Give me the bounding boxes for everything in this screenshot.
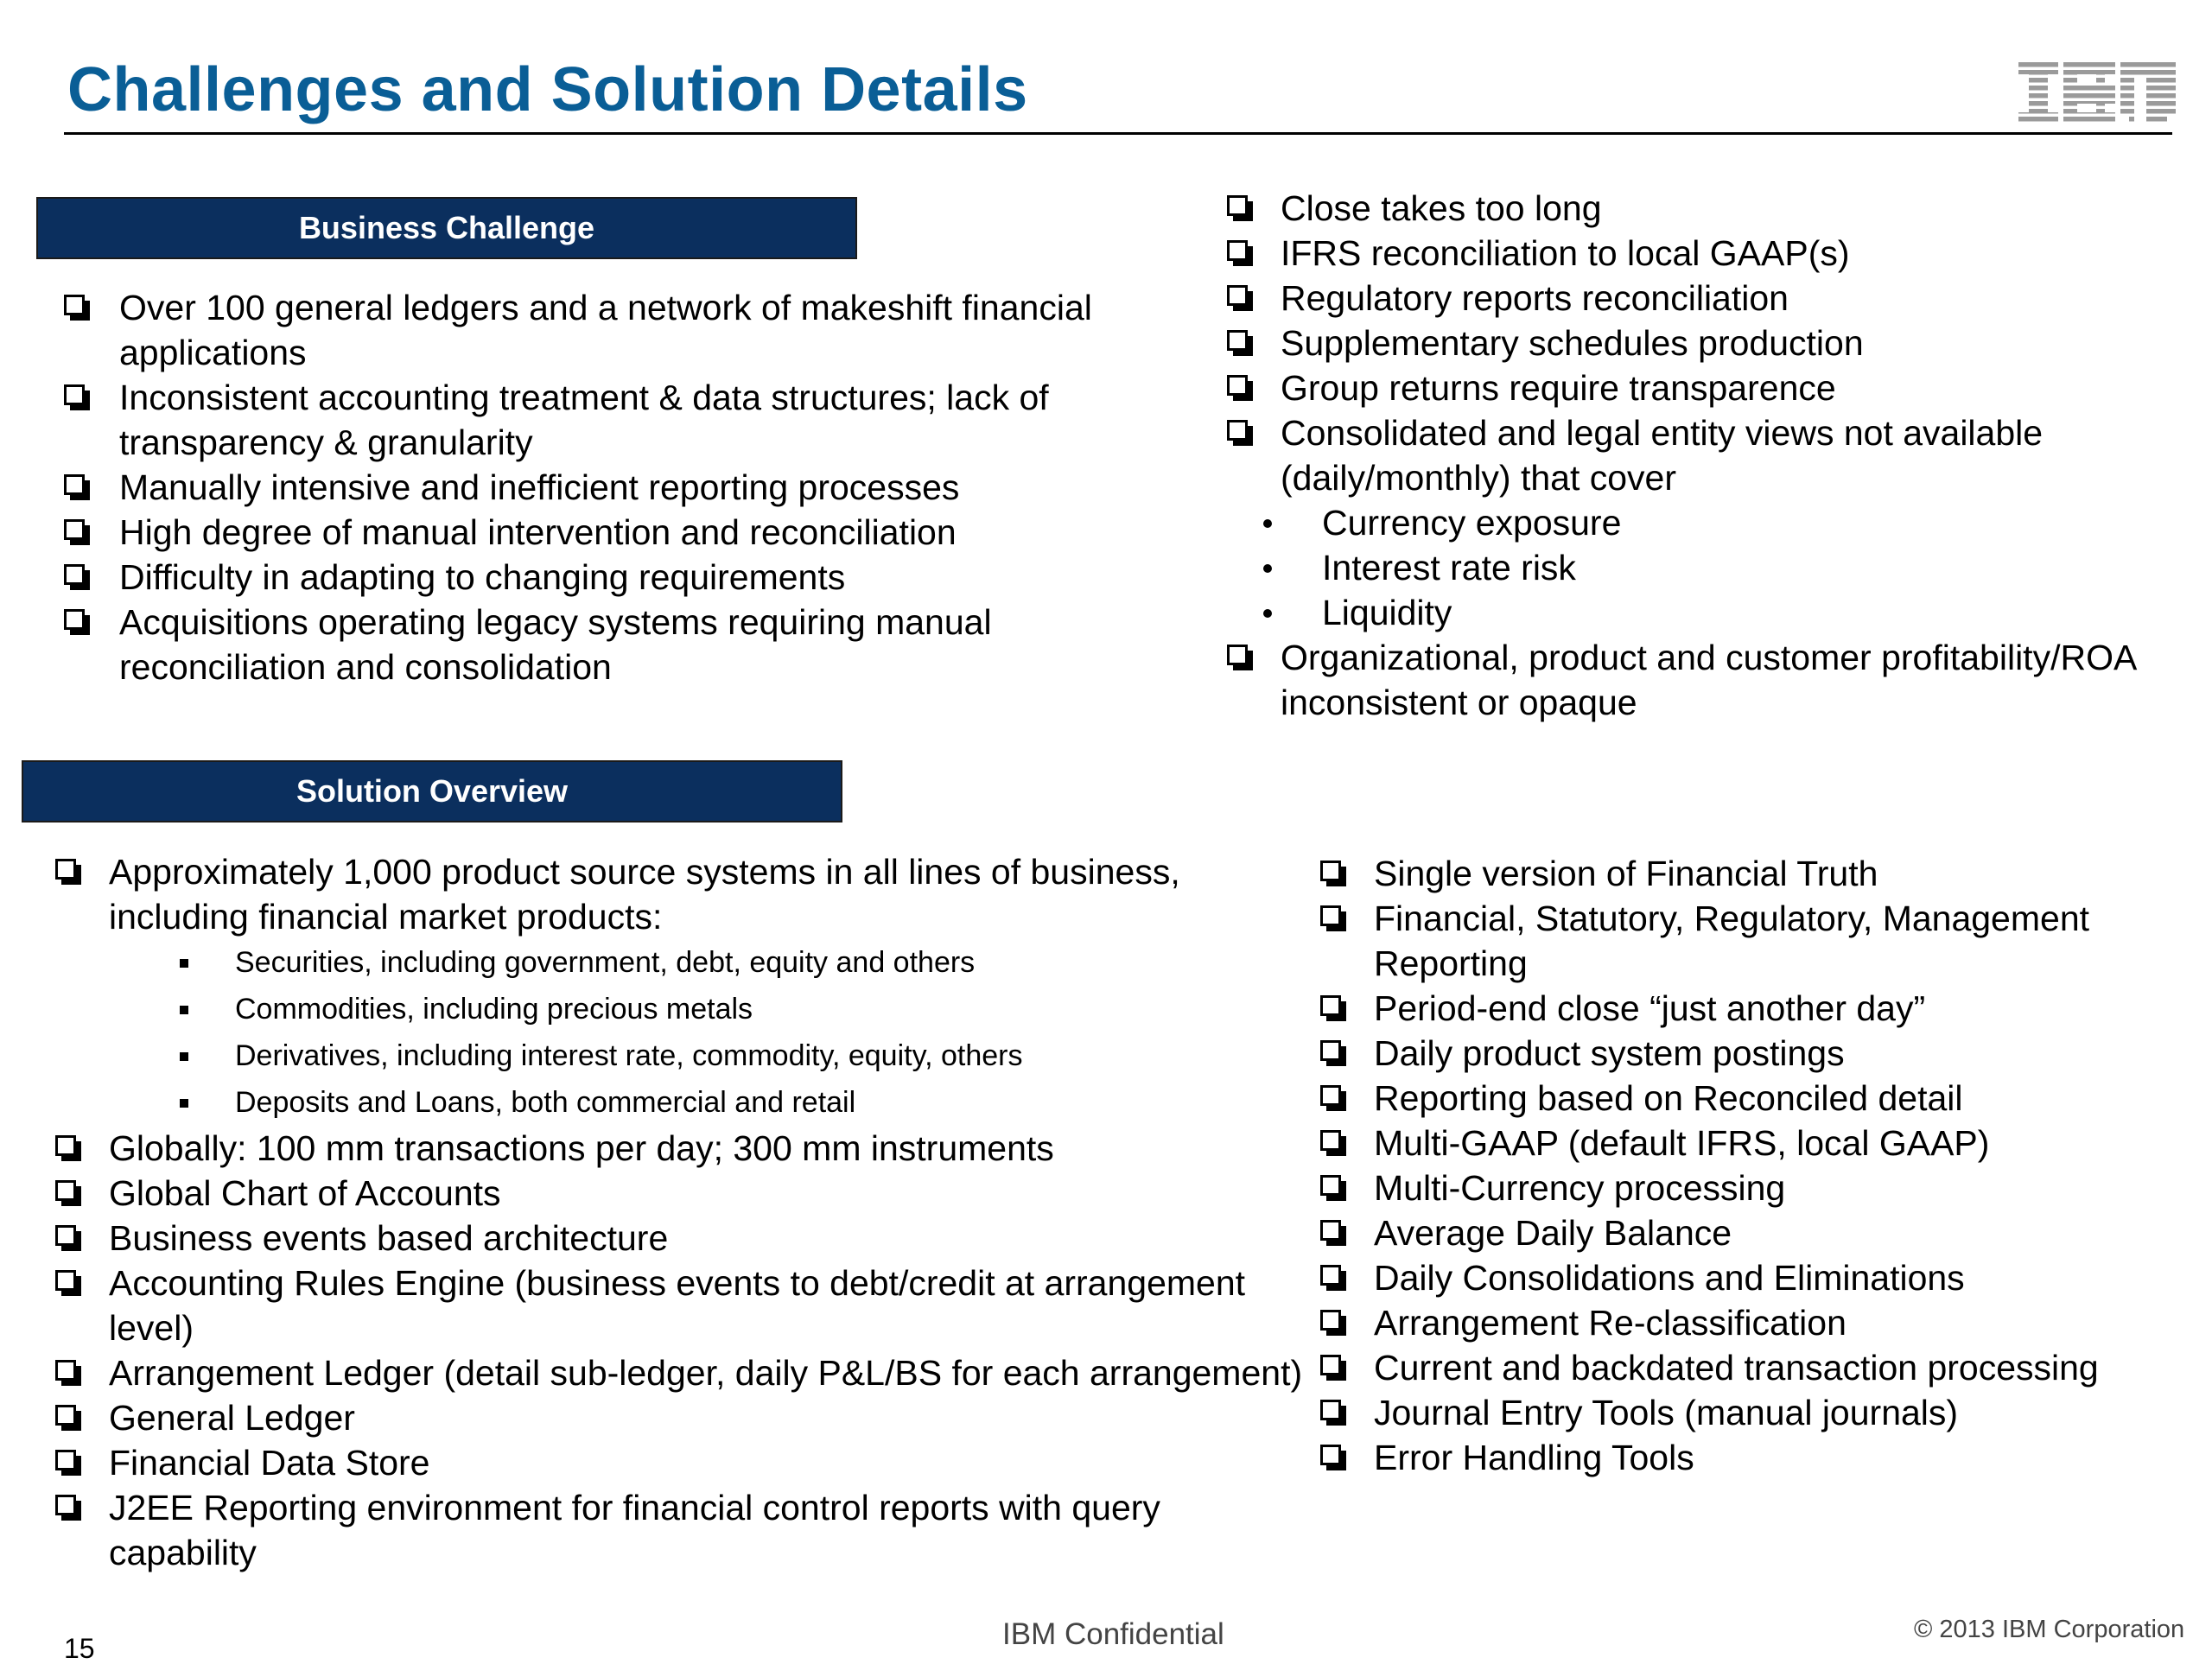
checkbox-bullet-icon xyxy=(1320,1310,1341,1331)
checkbox-bullet-icon xyxy=(1320,1445,1341,1465)
checkbox-bullet-icon xyxy=(55,1405,76,1426)
title-divider xyxy=(64,132,2172,135)
checkbox-bullet-icon xyxy=(55,1180,76,1201)
checkbox-bullet-icon xyxy=(55,859,76,880)
sub-list-item: Commodities, including precious metals xyxy=(55,986,1317,1032)
sub-list-item: Interest rate risk xyxy=(1227,545,2195,590)
list-item: Supplementary schedules production xyxy=(1227,321,2195,365)
checkbox-bullet-icon xyxy=(1320,1265,1341,1286)
sub-list-item: Currency exposure xyxy=(1227,500,2195,545)
list-item: Current and backdated transaction processing xyxy=(1320,1345,2202,1390)
checkbox-bullet-icon xyxy=(1227,240,1248,261)
checkbox-bullet-icon xyxy=(55,1450,76,1470)
checkbox-bullet-icon xyxy=(1227,375,1248,396)
checkbox-bullet-icon xyxy=(64,295,85,315)
checkbox-bullet-icon xyxy=(55,1225,76,1246)
list-item: Difficulty in adapting to changing requirements xyxy=(64,555,1153,600)
ibm-logo-icon xyxy=(2018,62,2176,124)
checkbox-bullet-icon xyxy=(55,1495,76,1515)
checkbox-bullet-icon xyxy=(64,519,85,540)
checkbox-bullet-icon xyxy=(1227,645,1248,665)
checkbox-bullet-icon xyxy=(1320,1175,1341,1196)
bullet-dot-icon xyxy=(1263,609,1272,618)
slide-title: Challenges and Solution Details xyxy=(67,55,1028,124)
solution-features-list xyxy=(1320,851,2202,1480)
checkbox-bullet-icon xyxy=(1320,861,1341,881)
copyright-notice: © 2013 IBM Corporation xyxy=(1914,1616,2185,1643)
business-challenge-symptoms-list xyxy=(1227,186,2195,725)
list-item: Close takes too long xyxy=(1227,186,2195,231)
list-item: Acquisitions operating legacy systems requiring manual reconciliation and consolidation xyxy=(64,600,1153,689)
list-item: High degree of manual intervention and reconciliation xyxy=(64,510,1153,555)
checkbox-bullet-icon xyxy=(1320,995,1341,1016)
list-item: Approximately 1,000 product source systems in all lines of business, including financial market products: xyxy=(55,849,1317,939)
list-item: Daily product system postings xyxy=(1320,1031,2202,1076)
list-item: Daily Consolidations and Eliminations xyxy=(1320,1255,2202,1300)
square-bullet-icon xyxy=(180,1006,188,1014)
page-number: 15 xyxy=(64,1633,95,1664)
checkbox-bullet-icon xyxy=(1320,1130,1341,1151)
checkbox-bullet-icon xyxy=(1320,1400,1341,1420)
confidentiality-label: IBM Confidential xyxy=(1002,1617,1224,1651)
sub-list-item: Securities, including government, debt, equity and others xyxy=(55,939,1317,986)
list-item: Period-end close “just another day” xyxy=(1320,986,2202,1031)
list-item: Average Daily Balance xyxy=(1320,1210,2202,1255)
list-item: Consolidated and legal entity views not available (daily/monthly) that cover xyxy=(1227,410,2195,500)
list-item: Global Chart of Accounts xyxy=(55,1171,1317,1216)
list-item: Business events based architecture xyxy=(55,1216,1317,1261)
checkbox-bullet-icon xyxy=(64,474,85,495)
list-item: Journal Entry Tools (manual journals) xyxy=(1320,1390,2202,1435)
sub-list-item: Liquidity xyxy=(1227,590,2195,635)
square-bullet-icon xyxy=(180,1052,188,1061)
checkbox-bullet-icon xyxy=(1227,330,1248,351)
solution-overview-header: Solution Overview xyxy=(22,760,842,822)
list-item: Financial Data Store xyxy=(55,1440,1317,1485)
checkbox-bullet-icon xyxy=(64,564,85,585)
sub-list-item: Deposits and Loans, both commercial and retail xyxy=(55,1079,1317,1126)
list-item: Group returns require transparence xyxy=(1227,365,2195,410)
square-bullet-icon xyxy=(180,1099,188,1108)
checkbox-bullet-icon xyxy=(64,384,85,405)
checkbox-bullet-icon xyxy=(1320,905,1341,926)
list-item: IFRS reconciliation to local GAAP(s) xyxy=(1227,231,2195,276)
bullet-dot-icon xyxy=(1263,564,1272,573)
list-item: General Ledger xyxy=(55,1395,1317,1440)
list-item: Organizational, product and customer profitability/ROA inconsistent or opaque xyxy=(1227,635,2195,725)
business-challenge-header: Business Challenge xyxy=(36,197,857,259)
checkbox-bullet-icon xyxy=(55,1270,76,1291)
sub-list-item: Derivatives, including interest rate, commodity, equity, others xyxy=(55,1032,1317,1079)
list-item: Globally: 100 mm transactions per day; 300 mm instruments xyxy=(55,1126,1317,1171)
checkbox-bullet-icon xyxy=(1320,1220,1341,1241)
checkbox-bullet-icon xyxy=(1227,195,1248,216)
list-item: Error Handling Tools xyxy=(1320,1435,2202,1480)
list-item: J2EE Reporting environment for financial control reports with query capability xyxy=(55,1485,1317,1575)
list-item: Arrangement Ledger (detail sub-ledger, daily P&L/BS for each arrangement) xyxy=(55,1350,1317,1395)
list-item: Arrangement Re-classification xyxy=(1320,1300,2202,1345)
checkbox-bullet-icon xyxy=(1320,1085,1341,1106)
checkbox-bullet-icon xyxy=(1227,420,1248,441)
bullet-dot-icon xyxy=(1263,519,1272,528)
list-item: Over 100 general ledgers and a network of makeshift financial applications xyxy=(64,285,1153,375)
checkbox-bullet-icon xyxy=(1320,1040,1341,1061)
checkbox-bullet-icon xyxy=(55,1135,76,1156)
checkbox-bullet-icon xyxy=(55,1360,76,1381)
checkbox-bullet-icon xyxy=(1227,285,1248,306)
business-challenge-list xyxy=(64,285,1153,689)
list-item: Single version of Financial Truth xyxy=(1320,851,2202,896)
list-item: Financial, Statutory, Regulatory, Management Reporting xyxy=(1320,896,2202,986)
list-item: Accounting Rules Engine (business events to debt/credit at arrangement level) xyxy=(55,1261,1317,1350)
solution-overview-list xyxy=(55,849,1317,1575)
list-item: Inconsistent accounting treatment & data structures; lack of transparency & granularity xyxy=(64,375,1153,465)
checkbox-bullet-icon xyxy=(64,609,85,630)
list-item: Multi-GAAP (default IFRS, local GAAP) xyxy=(1320,1121,2202,1165)
list-item: Regulatory reports reconciliation xyxy=(1227,276,2195,321)
checkbox-bullet-icon xyxy=(1320,1355,1341,1375)
square-bullet-icon xyxy=(180,959,188,968)
list-item: Manually intensive and inefficient reporting processes xyxy=(64,465,1153,510)
list-item: Multi-Currency processing xyxy=(1320,1165,2202,1210)
list-item: Reporting based on Reconciled detail xyxy=(1320,1076,2202,1121)
